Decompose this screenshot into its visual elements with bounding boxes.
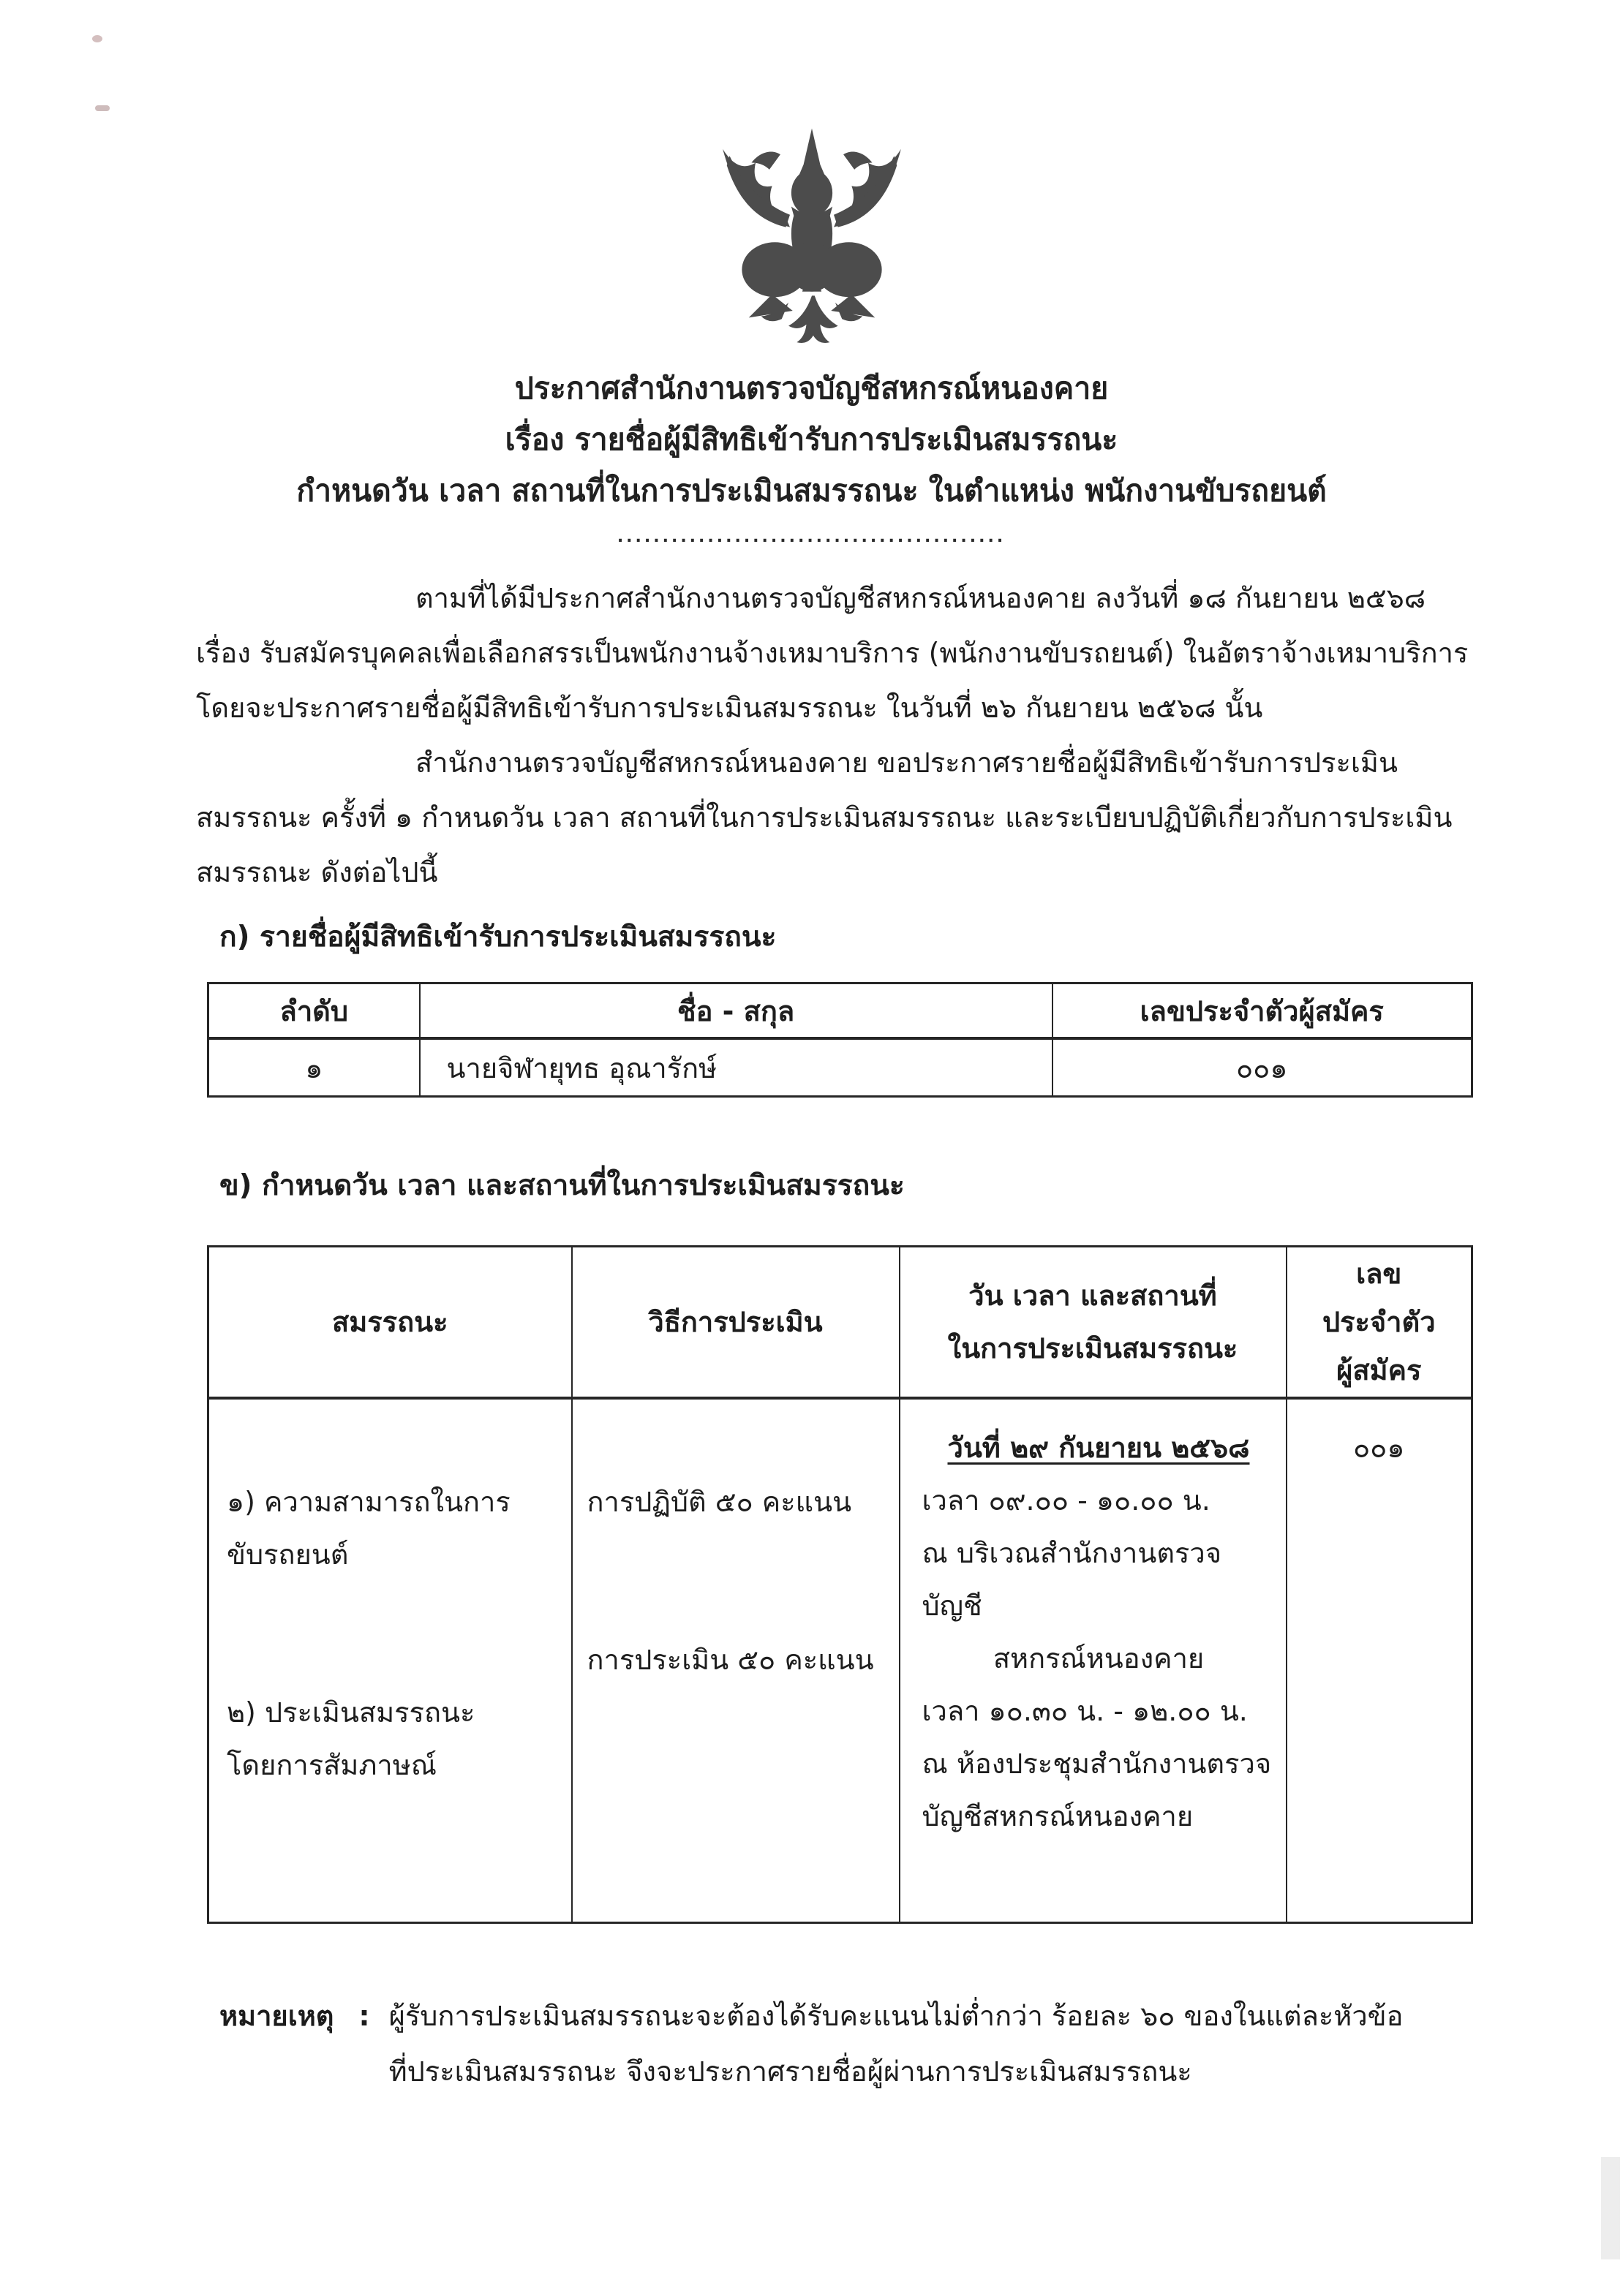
competency-2-line: โดยการสัมภาษณ์ — [227, 1749, 437, 1781]
assessment-date: วันที่ ๒๙ กันยายน ๒๕๖๘ — [947, 1432, 1250, 1464]
header-line: สมรรถนะ — [332, 1306, 448, 1338]
note-block — [219, 1988, 1623, 2099]
cell-applicant-no — [1287, 1398, 1472, 1923]
header-line: ประจำตัว — [1322, 1306, 1436, 1338]
header-line: วัน เวลา และสถานที่ — [968, 1280, 1217, 1312]
paragraph-2: สำนักงานตรวจบัญชีสหกรณ์หนองคาย ขอประกาศรายชื่อผู้มีสิทธิเข้ารับการประเมิน สมรรถนะ ครั้งที่ ๑ กำหนดวัน เวลา สถานที่ในการประเมินสมรรถนะ และระเบียบปฏิบัติเกี่ยวกับการประเมิน สมรรถนะ ดังต่อไปนี้ — [196, 747, 1453, 888]
applicant-no: ๐๐๑ — [1352, 1432, 1405, 1464]
assessment-time-1: เวลา ๐๙.๐๐ - ๑๐.๐๐ น. — [922, 1484, 1210, 1517]
cell-no: ๑ — [208, 1038, 420, 1097]
assessment-time-2: เวลา ๑๐.๓๐ น. - ๑๒.๐๐ น. — [922, 1695, 1248, 1727]
title-line-3: กำหนดวัน เวลา สถานที่ในการประเมินสมรรถนะ ในตำแหน่ง พนักงานขับรถยนต์ — [296, 473, 1327, 508]
section-a-heading: ก) รายชื่อผู้มีสิทธิเข้ารับการประเมินสมรรถนะ — [219, 921, 777, 953]
assessment-place-1-line: ณ บริเวณสำนักงานตรวจบัญชี — [922, 1537, 1222, 1622]
note-text: ผู้รับการประเมินสมรรถนะจะต้องได้รับคะแนนไม่ต่ำกว่า ร้อยละ ๖๐ ของในแต่ละหัวข้อ ที่ประเมินสมรรถนะ จึงจะประกาศรายชื่อผู้ผ่านการประเมินสมรรถนะ — [388, 2000, 1404, 2088]
cell-applicant-id: ๐๐๑ — [1052, 1038, 1472, 1097]
title-line-2: เรื่อง รายชื่อผู้มีสิทธิเข้ารับการประเมินสมรรถนะ — [505, 422, 1118, 457]
title-line-1: ประกาศสำนักงานตรวจบัญชีสหกรณ์หนองคาย — [514, 371, 1109, 406]
table-row — [208, 1038, 1472, 1097]
cell-schedule — [900, 1398, 1287, 1923]
competency-1-line: ๑) ความสามารถในการ — [227, 1486, 511, 1518]
col-header-no: ลำดับ — [208, 983, 420, 1039]
section-b-heading: ข) กำหนดวัน เวลา และสถานที่ในการประเมินสมรรถนะ — [219, 1169, 905, 1202]
assessment-place-2-line: บัญชีสหกรณ์หนองคาย — [922, 1800, 1194, 1832]
table-header-row — [208, 983, 1472, 1039]
header-line: ผู้สมัคร — [1336, 1354, 1422, 1386]
table-body-row — [208, 1398, 1472, 1923]
method-2: การประเมิน ๕๐ คะแนน — [587, 1644, 874, 1676]
header-line: วิธีการประเมิน — [648, 1306, 823, 1338]
col-header-applicant-no — [1287, 1247, 1472, 1399]
note-colon: : — [358, 2000, 370, 2032]
assessment-place-2-line: ณ ห้องประชุมสำนักงานตรวจ — [922, 1748, 1272, 1780]
note-label: หมายเหตุ — [219, 2000, 334, 2032]
document-title — [0, 363, 1623, 516]
header-line: ในการประเมินสมรรถนะ — [947, 1332, 1238, 1364]
garuda-emblem-icon — [705, 124, 919, 344]
cell-method — [572, 1398, 900, 1923]
scan-artifact — [92, 35, 102, 42]
method-1: การปฏิบัติ ๕๐ คะแนน — [587, 1486, 852, 1518]
cell-name: นายจิฬายุทธ อุณารักษ์ — [420, 1038, 1052, 1097]
assessment-schedule-table — [207, 1245, 1473, 1924]
scan-artifact — [95, 105, 110, 111]
col-header-method — [572, 1247, 900, 1399]
header-line: เลข — [1356, 1258, 1402, 1290]
cell-competency — [208, 1398, 572, 1923]
table-header-row — [208, 1247, 1472, 1399]
scan-edge-shadow — [1601, 2157, 1620, 2259]
document-body — [0, 571, 1623, 900]
assessment-place-1-line: สหกรณ์หนองคาย — [993, 1642, 1205, 1674]
competency-2-line: ๒) ประเมินสมรรถนะ — [227, 1696, 475, 1729]
eligible-applicants-table — [207, 982, 1473, 1098]
col-header-name: ชื่อ - สกุล — [420, 983, 1052, 1039]
paragraph-1: ตามที่ได้มีประกาศสำนักงานตรวจบัญชีสหกรณ์หนองคาย ลงวันที่ ๑๘ กันยายน ๒๕๖๘ เรื่อง รับสมัครบุคคลเพื่อเลือกสรรเป็นพนักงานจ้างเหมาบริการ (พนักงานขับรถยนต์) ในอัตราจ้างเหมาบริการ โดยจะประกาศรายชื่อผู้มีสิทธิเข้ารับการประเมินสมรรถนะ ในวันที่ ๒๖ กันยายน ๒๕๖๘ นั้น — [196, 582, 1469, 724]
col-header-schedule — [900, 1247, 1287, 1399]
dots-separator: ........................................... — [617, 528, 1006, 546]
col-header-competency — [208, 1247, 572, 1399]
col-header-applicant-id: เลขประจำตัวผู้สมัคร — [1052, 983, 1472, 1039]
competency-1-line: ขับรถยนต์ — [227, 1538, 349, 1571]
